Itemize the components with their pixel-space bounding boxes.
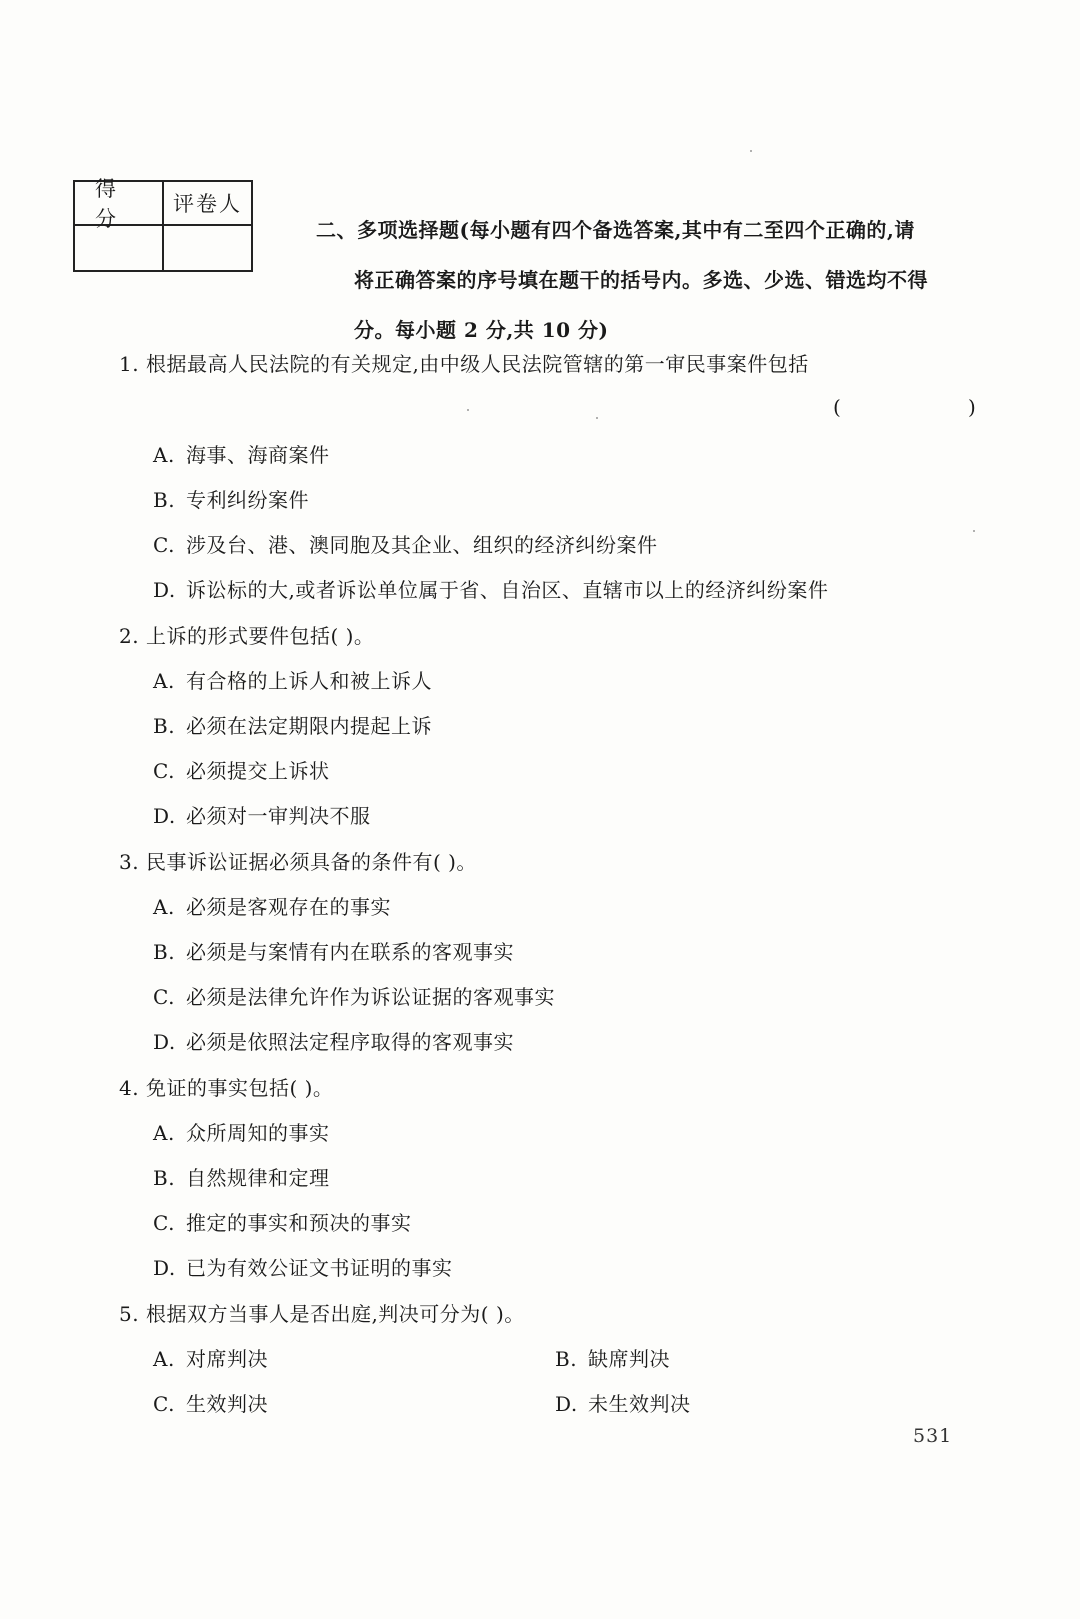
- option-letter: C.: [153, 1392, 175, 1416]
- question-1-option-c: [153, 529, 658, 558]
- question-2-option-a: [153, 665, 432, 694]
- question-1-option-a: [153, 439, 330, 468]
- question-3-option-a: [153, 891, 391, 920]
- option-text: 必须是客观存在的事实: [186, 895, 391, 919]
- question-2-option-c: [153, 755, 330, 784]
- option-text: 已为有效公证文书证明的事实: [186, 1256, 453, 1280]
- option-letter: C.: [153, 985, 175, 1009]
- scan-speck: [467, 409, 469, 411]
- option-text: 有合格的上诉人和被上诉人: [186, 669, 432, 693]
- option-letter: C.: [153, 533, 175, 557]
- question-5-option-b: [555, 1343, 670, 1372]
- score-header: 得分: [75, 182, 164, 226]
- section-heading-line-3: 分。每小题 2 分,共 10 分): [354, 318, 609, 342]
- score-table: [73, 177, 253, 272]
- question-1-stem: 1. 根据最高人民法院的有关规定,由中级人民法院管辖的第一审民事案件包括: [119, 352, 809, 376]
- section-heading: [316, 205, 976, 355]
- question-1-answer-paren[interactable]: ( ): [833, 395, 976, 419]
- option-text: 必须是与案情有内在联系的客观事实: [186, 940, 514, 964]
- question-3-option-b: [153, 936, 514, 965]
- option-letter: A.: [153, 669, 175, 693]
- question-5-option-d: [555, 1388, 691, 1417]
- option-text: 对席判决: [186, 1347, 268, 1371]
- scan-speck: [973, 530, 975, 532]
- question-5-option-a: [153, 1343, 268, 1372]
- question-4-option-c: [153, 1207, 412, 1236]
- question-3-option-c: [153, 981, 555, 1010]
- option-letter: B.: [153, 488, 176, 512]
- option-letter: B.: [555, 1347, 578, 1371]
- section-heading-line-2: 将正确答案的序号填在题干的括号内。多选、少选、错选均不得: [354, 268, 928, 292]
- question-4-stem: 4. 免证的事实包括( )。: [119, 1076, 334, 1100]
- grader-header: 评卷人: [164, 182, 251, 226]
- option-letter: C.: [153, 1211, 175, 1235]
- question-5-option-c: [153, 1388, 268, 1417]
- option-text: 缺席判决: [588, 1347, 670, 1371]
- option-text: 涉及台、港、澳同胞及其企业、组织的经济纠纷案件: [186, 533, 658, 557]
- option-letter: B.: [153, 714, 176, 738]
- option-letter: A.: [153, 1121, 175, 1145]
- question-2-stem: 2. 上诉的形式要件包括( )。: [119, 624, 375, 648]
- option-letter: D.: [153, 1256, 176, 1280]
- option-text: 诉讼标的大,或者诉讼单位属于省、自治区、直辖市以上的经济纠纷案件: [186, 578, 829, 602]
- option-letter: B.: [153, 940, 176, 964]
- option-letter: A.: [153, 1347, 175, 1371]
- option-text: 众所周知的事实: [186, 1121, 330, 1145]
- option-text: 生效判决: [186, 1392, 268, 1416]
- score-blank-cell[interactable]: [75, 226, 164, 270]
- option-letter: D.: [555, 1392, 578, 1416]
- question-5-stem: 5. 根据双方当事人是否出庭,判决可分为( )。: [119, 1302, 525, 1326]
- option-letter: C.: [153, 759, 175, 783]
- option-letter: D.: [153, 578, 176, 602]
- section-heading-line-1: 二、多项选择题(每小题有四个备选答案,其中有二至四个正确的,请: [316, 218, 915, 242]
- question-3-option-d: [153, 1026, 514, 1055]
- option-text: 必须提交上诉状: [186, 759, 330, 783]
- question-4-option-d: [153, 1252, 453, 1281]
- page-number: 531: [913, 1425, 953, 1447]
- option-letter: B.: [153, 1166, 176, 1190]
- option-text: 海事、海商案件: [186, 443, 330, 467]
- question-4-option-a: [153, 1117, 330, 1146]
- option-text: 必须对一审判决不服: [186, 804, 371, 828]
- option-text: 必须是依照法定程序取得的客观事实: [186, 1030, 514, 1054]
- question-3-stem: 3. 民事诉讼证据必须具备的条件有( )。: [119, 850, 477, 874]
- option-letter: D.: [153, 1030, 176, 1054]
- grader-blank-cell[interactable]: [164, 226, 251, 270]
- option-text: 专利纠纷案件: [186, 488, 309, 512]
- option-letter: D.: [153, 804, 176, 828]
- option-text: 必须在法定期限内提起上诉: [186, 714, 432, 738]
- option-letter: A.: [153, 443, 175, 467]
- option-text: 推定的事实和预决的事实: [186, 1211, 412, 1235]
- question-2-option-b: [153, 710, 432, 739]
- option-letter: A.: [153, 895, 175, 919]
- scan-speck: [596, 417, 598, 419]
- question-1-option-d: [153, 574, 828, 603]
- question-1-option-b: [153, 484, 309, 513]
- option-text: 必须是法律允许作为诉讼证据的客观事实: [186, 985, 555, 1009]
- scan-speck: [750, 150, 752, 152]
- question-2-option-d: [153, 800, 371, 829]
- option-text: 未生效判决: [588, 1392, 691, 1416]
- question-4-option-b: [153, 1162, 330, 1191]
- option-text: 自然规律和定理: [186, 1166, 330, 1190]
